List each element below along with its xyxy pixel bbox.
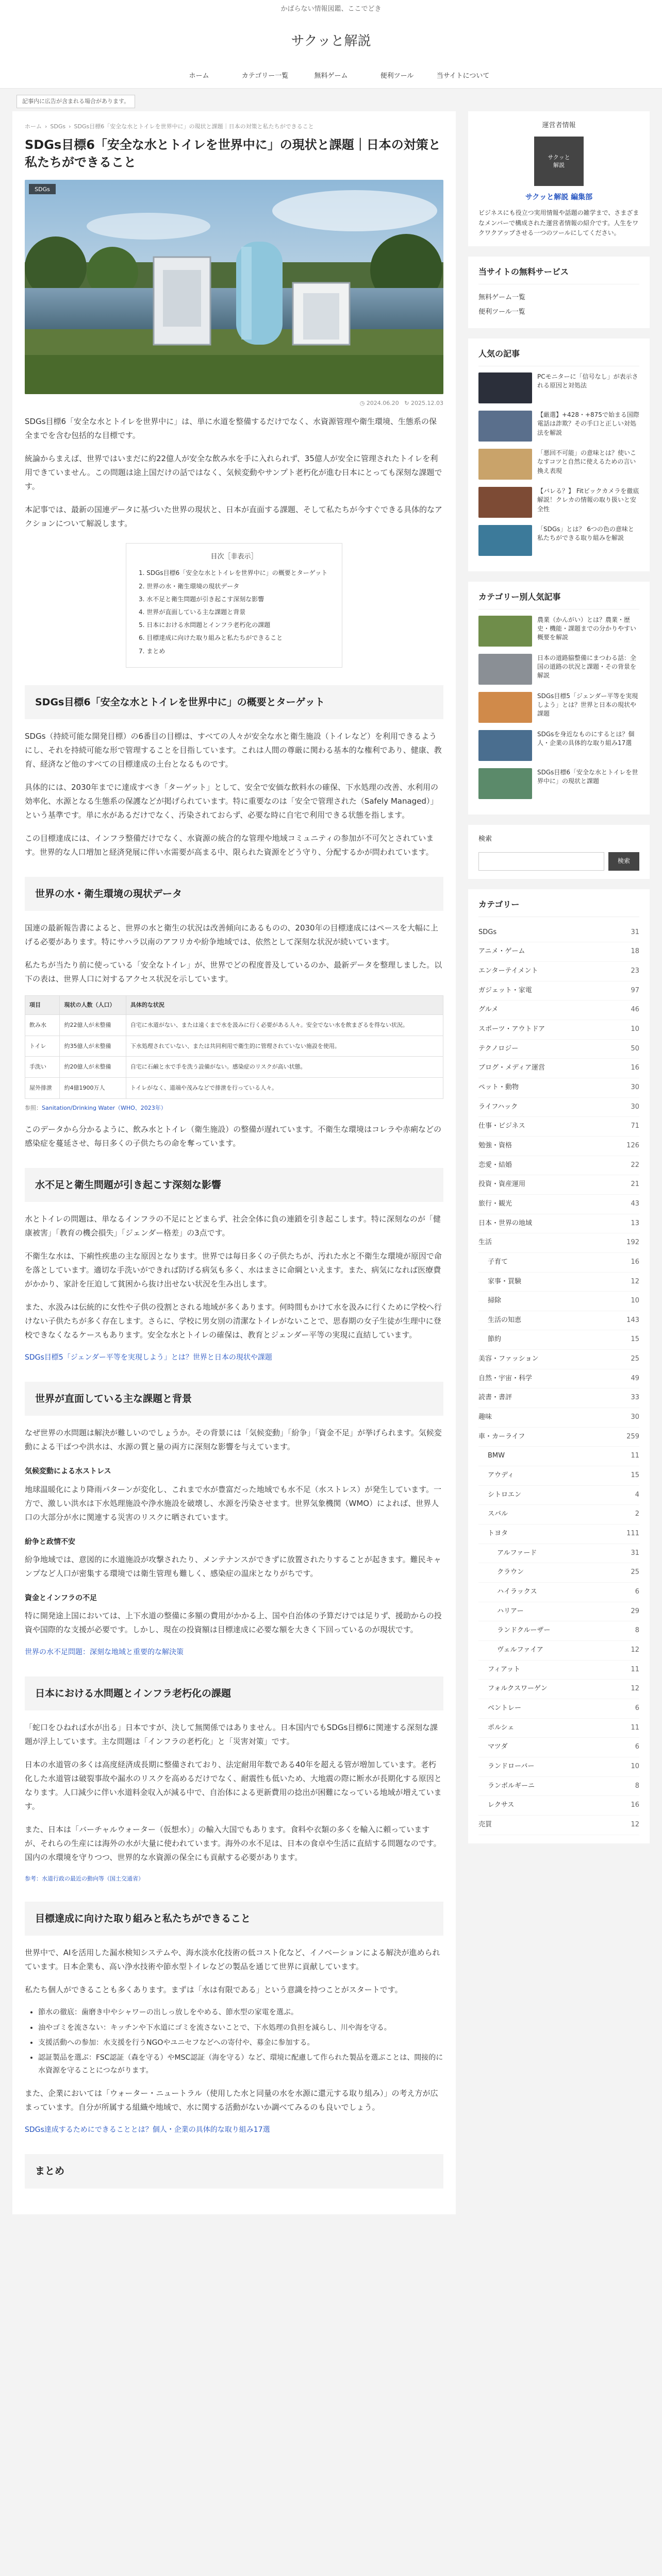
body-paragraph: 具体的には、2030年までに達成すべき「ターゲット」として、安全で安価な飲料水の確保、下水処理の改善、水利用の効率化、水源となる生態系の保護などが掲げられています。特に重要なのは「安全で管理された（Safely Managed）」という基準です。単に水があるだけでなく、汚染されておらず、必要な時に自宅で利用できる状態を指します。 bbox=[25, 782, 438, 820]
search-widget bbox=[468, 825, 650, 879]
nav-free-games[interactable]: 無料ゲーム bbox=[314, 72, 348, 80]
body-paragraph: また、水汲みは伝統的に女性や子供の役割とされる地域が多くあります。何時間もかけて水を汲みに行くために学校へ行けない子供たちが多く存在します。さらに、学校に男女別の清潔なトイレがないことで、思春期の女子生徒が生理中に登校できなくなるケースもあります。安全な水とトイレの確保は、教育とジェンダー平等の実現に直結しています。 bbox=[25, 1302, 442, 1340]
table-source bbox=[25, 1103, 443, 1113]
source-label: 参照： bbox=[25, 1105, 42, 1112]
category-count: 126 bbox=[626, 1141, 639, 1149]
category-name: スバル bbox=[488, 1510, 508, 1518]
table-cell: 屋外排泄 bbox=[25, 1078, 60, 1099]
free-services-widget bbox=[468, 257, 650, 328]
list-item: • 支援活動への参加：水支援を行うNGOやユニセフなどへの寄付や、募金に参加する。 bbox=[38, 2037, 443, 2049]
popular-title: 日本の道路脇整備にまつわる話：全国の道路の状況と課題・その背景を解説 bbox=[537, 654, 637, 680]
table-cell: 手洗い bbox=[25, 1057, 60, 1078]
thumbnail bbox=[478, 692, 532, 723]
category-count: 16 bbox=[631, 1064, 639, 1072]
category-count: 4 bbox=[635, 1490, 639, 1499]
breadcrumb-sdgs[interactable]: SDGs bbox=[50, 123, 66, 130]
category-name: 生活 bbox=[478, 1239, 492, 1247]
category-item[interactable] bbox=[478, 1777, 639, 1797]
category-name: エンターテイメント bbox=[478, 967, 538, 975]
category-count: 11 bbox=[631, 1665, 639, 1673]
categories-widget bbox=[468, 889, 650, 1843]
category-count: 15 bbox=[631, 1471, 639, 1480]
category-item[interactable] bbox=[478, 1369, 639, 1389]
popular-title: 「悪回不可能」の意味とは？使いこなすコツと自然に使えるための言い換え表現 bbox=[537, 449, 637, 474]
breadcrumb bbox=[25, 122, 443, 132]
category-count: 30 bbox=[631, 1103, 639, 1111]
intro-paragraph: 本記事では、最新の国連データに基づいた世界の現状と、日本が直面する課題、そして私たちが今すぐできる具体的なアクションについて解説します。 bbox=[25, 504, 443, 528]
toc-item[interactable]: 1. SDGs目標6「安全な水とトイレを世界中に」の概要とターゲット bbox=[139, 569, 328, 577]
body-paragraph: 特に開発途上国においては、上下水道の整備に多額の費用がかかる上、国や自治体の予算だけでは足りず、援助からの投資や国際的な支援が必要です。しかし、現在の投資額は目標達成に必要な額を大きく下回っているのが現状です。 bbox=[25, 1611, 442, 1634]
nav-home[interactable]: ホーム bbox=[189, 72, 209, 80]
body-paragraph: 私たちが当たり前に使っている「安全なトイレ」が、世界でどの程度普及しているのか、最新データを整理しました。以下の表は、世界人口に対するアクセス状況を示しています。 bbox=[25, 960, 442, 984]
category-name: シトロエン bbox=[488, 1490, 522, 1499]
breadcrumb-current: SDGs目標6「安全な水とトイレを世界中に」の現状と課題｜日本の対策と私たちができること bbox=[74, 123, 314, 130]
category-count: 12 bbox=[631, 1646, 639, 1654]
table-cell: 約20億人が未整備 bbox=[60, 1057, 126, 1078]
popular-item[interactable] bbox=[478, 372, 639, 403]
breadcrumb-sep: › bbox=[45, 123, 47, 130]
nav-tools[interactable]: 便利ツール bbox=[380, 72, 414, 80]
category-name: 自然・宇宙・科学 bbox=[478, 1374, 533, 1382]
category-item[interactable] bbox=[478, 1466, 639, 1486]
category-name: ライフハック bbox=[478, 1103, 518, 1111]
category-item[interactable] bbox=[478, 1156, 639, 1176]
category-item[interactable] bbox=[478, 1408, 639, 1428]
category-name: テクノロジー bbox=[478, 1044, 519, 1053]
category-name: 恋愛・結婚 bbox=[478, 1161, 512, 1169]
category-name: 勉強・資格 bbox=[478, 1141, 512, 1149]
section-heading: SDGs目標6「安全な水とトイレを世界中に」の概要とターゲット bbox=[25, 685, 443, 719]
category-name: スポーツ・アウトドア bbox=[478, 1025, 545, 1033]
widget-heading: カテゴリー bbox=[478, 897, 639, 917]
category-item[interactable] bbox=[478, 1253, 639, 1273]
category-item[interactable] bbox=[478, 1563, 639, 1583]
category-item[interactable] bbox=[478, 962, 639, 981]
category-item[interactable] bbox=[478, 1680, 639, 1699]
popular-title: SDGsを身近なものにするとは？個人・企業の具体的な取り組み17選 bbox=[537, 730, 635, 747]
profile-widget bbox=[468, 111, 650, 246]
article-dates bbox=[25, 398, 443, 409]
table-row bbox=[25, 1057, 443, 1078]
category-item[interactable] bbox=[478, 1233, 639, 1253]
category-count: 30 bbox=[631, 1413, 639, 1421]
popular-title: SDGs目標5「ジェンダー平等を実現しよう」とは？世界と日本の現状や課題 bbox=[537, 692, 638, 718]
category-name: クラウン bbox=[497, 1568, 524, 1577]
body-paragraph: 「蛇口をひねれば水が出る」日本ですが、決して無関係ではありません。日本国内でもSDGs目標6に関連する深刻な課題が浮上しています。主な問題は「インフラの老朽化」と「災害対策」です。 bbox=[25, 1723, 438, 1747]
category-count: 25 bbox=[631, 1355, 639, 1363]
popular-item[interactable] bbox=[478, 487, 639, 518]
category-item[interactable] bbox=[478, 1641, 639, 1660]
category-name: ハイラックス bbox=[497, 1588, 537, 1596]
table-cell: トイレ bbox=[25, 1036, 60, 1057]
category-item[interactable] bbox=[478, 1505, 639, 1524]
category-count: 46 bbox=[631, 1006, 639, 1014]
popular-widget bbox=[468, 338, 650, 571]
category-count: 31 bbox=[631, 928, 639, 936]
category-item[interactable] bbox=[478, 1350, 639, 1369]
category-count: 16 bbox=[631, 1258, 639, 1266]
category-count: 12 bbox=[631, 1685, 639, 1693]
popular-item[interactable] bbox=[478, 654, 639, 685]
category-name: ポルシェ bbox=[488, 1723, 515, 1732]
table-row bbox=[25, 1014, 443, 1036]
category-count: 49 bbox=[631, 1374, 639, 1382]
body-paragraph: 水とトイレの問題は、単なるインフラの不足にとどまらず、社会全体に負の連鎖を引き起こします。特に深刻なのが「健康被害」「教育の機会損失」「ジェンダー格差」の3点です。 bbox=[25, 1214, 441, 1238]
subsection-heading: 紛争と政情不安 bbox=[25, 1537, 75, 1546]
thumbnail bbox=[478, 768, 532, 799]
category-count: 21 bbox=[631, 1180, 639, 1189]
body-paragraph: また、企業においては「ウォーター・ニュートラル（使用した水と同量の水を水源に還元する取り組み）」の考え方が広まっています。自分が所属する組織や地域で、水に関する活動がないか調べてみるのも良いでしょう。 bbox=[25, 2089, 438, 2112]
profile-desc: ビジネスにも役立つ実用情報や話題の雑学まで、さまざまなメンバーで構成された運営者情報の紹介です。人生をワクワクアップさせる一つのツールにしてください。 bbox=[478, 209, 639, 236]
popular-item[interactable] bbox=[478, 411, 639, 442]
category-popular-widget bbox=[468, 582, 650, 815]
category-count: 43 bbox=[631, 1199, 639, 1208]
category-count: 12 bbox=[631, 1820, 639, 1828]
avatar-subtitle: 解説 bbox=[553, 162, 565, 169]
related-link[interactable]: SDGs目標5「ジェンダー平等を実現しよう」とは？世界と日本の現状や課題 bbox=[25, 1353, 272, 1362]
widget-heading: 人気の記事 bbox=[478, 347, 639, 366]
table-header: 具体的な状況 bbox=[126, 996, 443, 1015]
widget-heading: 当サイトの無料サービス bbox=[478, 265, 639, 284]
intro-paragraph: SDGs目標6「安全な水とトイレを世界中に」は、単に水道を整備するだけでなく、水資源管理や衛生環境、生態系の保全までを含む包括的な目標です。 bbox=[25, 416, 437, 440]
category-count: 11 bbox=[631, 1723, 639, 1732]
category-item[interactable] bbox=[478, 1098, 639, 1117]
category-count: 2 bbox=[635, 1510, 639, 1518]
published-date: 2024.06.20 bbox=[366, 400, 399, 407]
section-heading: 目標達成に向けた取り組みと私たちができること bbox=[25, 1902, 443, 1936]
body-paragraph: 日本の水道管の多くは高度経済成長期に整備されており、法定耐用年数である40年を超える管が増加しています。老朽化した水道管は破裂事故や漏水のリスクを高めるだけでなく、耐震性も低いため、大地震の際に断水が長期化する原因となります。人口減少に伴い水道料金収入が減る中で、自治体による更新費用の捻出が困難になっている地域が増えています。 bbox=[25, 1760, 442, 1811]
list-item: • 認証製品を選ぶ：FSC認証（森を守る）やMSC認証（海を守る）など、環境に配慮して作られた製品を選ぶことは、間接的に水資源を守ることにつながります。 bbox=[38, 2052, 443, 2077]
table-of-contents bbox=[126, 543, 342, 668]
category-item[interactable] bbox=[478, 1137, 639, 1156]
category-count: 11 bbox=[631, 1452, 639, 1460]
popular-title: SDGs目標6「安全な水とトイレを世界中に」の現状と課題 bbox=[537, 768, 638, 785]
body-paragraph: 国連の最新報告書によると、世界の水と衛生の状況は改善傾向にあるものの、2030年の目標達成にはペースを大幅に上げる必要があります。特にサハラ以南のアフリカや紛争地域では、依然として深刻な状況が続いています。 bbox=[25, 923, 438, 947]
table-cell: 下水処理されていない、または共同利用で衛生的に管理されていない施設を使用。 bbox=[126, 1036, 443, 1057]
category-name: BMW bbox=[488, 1452, 505, 1460]
category-item[interactable] bbox=[478, 1816, 639, 1835]
category-item[interactable] bbox=[478, 1544, 639, 1564]
category-item[interactable] bbox=[478, 1660, 639, 1680]
category-count: 23 bbox=[631, 967, 639, 975]
hero-badge: SDGs bbox=[35, 186, 50, 193]
category-item[interactable] bbox=[478, 1292, 639, 1311]
thumbnail bbox=[478, 449, 532, 480]
sidebar bbox=[468, 111, 650, 2214]
section-heading: 世界が直面している主な課題と背景 bbox=[25, 1382, 443, 1416]
category-count: 13 bbox=[631, 1219, 639, 1227]
category-name: 趣味 bbox=[478, 1413, 492, 1421]
category-name: 投資・資産運用 bbox=[478, 1180, 526, 1189]
category-name: ランボルギーニ bbox=[488, 1782, 535, 1790]
category-item[interactable] bbox=[478, 1524, 639, 1544]
category-name: ランドクルーザー bbox=[497, 1626, 551, 1635]
updated-date: 2025.12.03 bbox=[411, 400, 443, 407]
category-item[interactable] bbox=[478, 981, 639, 1001]
body-paragraph: 地球温暖化により降雨パターンが変化し、これまで水が豊富だった地域でも水不足（水ストレス）が発生しています。一方で、激しい洪水は下水処理施設や浄水施設を破壊し、水源を汚染させます。世界気象機関（WMO）によれば、世界人口の大部分が水に関連する災害のリスクに晒されています。 bbox=[25, 1484, 442, 1522]
popular-title: 【厳選】+428・+875で始まる国際電話は詐欺？その手口と正しい対処法を解説 bbox=[537, 411, 639, 436]
clock-icon: ◷ bbox=[359, 400, 367, 407]
popular-title: 農業（かんがい）とは？農業・歴史・機能・課題までの分かりやすい概要を解説 bbox=[537, 616, 637, 641]
popular-title: 【バレる？】 Fitビックカメラを徹底解説！クレカの情報の取り扱いと安全性 bbox=[537, 487, 639, 513]
refresh-icon: ↻ bbox=[404, 400, 411, 407]
search-input[interactable] bbox=[478, 852, 604, 871]
category-item[interactable] bbox=[478, 1330, 639, 1350]
body-paragraph: このデータから分かるように、飲み水とトイレ（衛生施設）の整備が遅れています。不衛生な環境はコレラや赤痢などの感染症を蔓延させ、毎日多くの子供たちの命を奪っています。 bbox=[25, 1124, 442, 1148]
table-cell: 約22億人が未整備 bbox=[60, 1014, 126, 1036]
toc-item[interactable]: 7. まとめ bbox=[139, 647, 166, 655]
table-cell: 約35億人が未整備 bbox=[60, 1036, 126, 1057]
category-name: マツダ bbox=[488, 1743, 508, 1751]
category-name: アウディ bbox=[488, 1471, 514, 1480]
site-tagline: かばらない情報図鑑、ここでどき bbox=[0, 0, 662, 19]
popular-item[interactable] bbox=[478, 692, 639, 723]
category-count: 15 bbox=[631, 1335, 639, 1344]
category-item[interactable] bbox=[478, 1757, 639, 1777]
popular-item[interactable] bbox=[478, 449, 639, 480]
category-name: アルファード bbox=[497, 1549, 537, 1557]
popular-item[interactable] bbox=[478, 768, 639, 799]
body-paragraph: 紛争地域では、意図的に水道施設が攻撃されたり、メンテナンスができずに放置されたりすることが起きます。難民キャンプなど人口が密集する環境では衛生管理も難しく、感染症の温床となりがちです。 bbox=[25, 1554, 441, 1578]
category-item[interactable] bbox=[478, 1388, 639, 1408]
data-table bbox=[25, 995, 443, 1099]
table-cell: トイレがなく、道端や茂みなどで排泄を行っている人々。 bbox=[126, 1078, 443, 1099]
nav-categories[interactable]: カテゴリー一覧 bbox=[241, 72, 289, 80]
category-item[interactable] bbox=[478, 1583, 639, 1602]
section-heading: まとめ bbox=[25, 2154, 443, 2188]
table-cell: 約4億1900万人 bbox=[60, 1078, 126, 1099]
toc-item[interactable]: 6. 目標達成に向けた取り組みと私たちができること bbox=[139, 634, 283, 642]
profile-name[interactable]: サクッと解説 編集部 bbox=[525, 193, 593, 202]
category-item[interactable] bbox=[478, 1040, 639, 1059]
category-item[interactable] bbox=[478, 1059, 639, 1078]
category-item[interactable] bbox=[478, 1273, 639, 1292]
thumbnail bbox=[478, 411, 532, 442]
category-name: 節約 bbox=[488, 1335, 502, 1344]
category-item[interactable] bbox=[478, 1078, 639, 1098]
thumbnail bbox=[478, 730, 532, 761]
global-nav bbox=[0, 64, 662, 89]
profile-header: 運営者情報 bbox=[542, 121, 576, 129]
toc-item[interactable]: 3. 水不足と衛生問題が引き起こす深刻な影響 bbox=[139, 595, 264, 603]
related-link[interactable]: SDGs達成するためにできることとは？個人・企業の具体的な取り組み17選 bbox=[25, 2126, 270, 2134]
body-paragraph: 私たち個人ができることも多くあります。まずは「水は有限である」という意識を持つことがスタートです。 bbox=[25, 1985, 403, 1995]
category-name: 日本・世界の地域 bbox=[478, 1219, 533, 1227]
category-name: ベントレー bbox=[488, 1704, 522, 1712]
source-link[interactable]: Sanitation/Drinking Water（WHO、2023年） bbox=[42, 1105, 167, 1112]
list-item: • 節水の徹底：歯磨き中やシャワーの出しっ放しをやめる、節水型の家電を選ぶ。 bbox=[38, 2006, 443, 2019]
article-title: SDGs目標6「安全な水とトイレを世界中に」の現状と課題｜日本の対策と私たちができること bbox=[25, 137, 441, 170]
popular-item[interactable] bbox=[478, 525, 639, 556]
popular-item[interactable] bbox=[478, 730, 639, 761]
table-cell: 飲み水 bbox=[25, 1014, 60, 1036]
subsection-heading: 気候変動による水ストレス bbox=[25, 1467, 111, 1476]
table-header: 項目 bbox=[25, 996, 60, 1015]
popular-title: PCモニターに「信号なし」が表示される原因と対処法 bbox=[537, 372, 638, 389]
category-name: 旅行・観光 bbox=[478, 1199, 512, 1208]
category-item[interactable] bbox=[478, 1796, 639, 1816]
category-name: フォルクスワーゲン bbox=[488, 1685, 548, 1693]
search-button[interactable]: 検索 bbox=[608, 852, 639, 871]
category-item[interactable] bbox=[478, 1699, 639, 1719]
related-link[interactable]: 世界の水不足問題：深刻な地域と重要的な解決策 bbox=[25, 1648, 184, 1656]
category-item[interactable] bbox=[478, 1214, 639, 1234]
table-cell: 自宅に水道がない、または遠くまで水を汲みに行く必要がある人々。安全でない水を飲まざるを得ない状況。 bbox=[126, 1014, 443, 1036]
category-item[interactable] bbox=[478, 1602, 639, 1622]
category-name: ガジェット・家電 bbox=[478, 986, 532, 994]
category-item[interactable] bbox=[478, 1719, 639, 1738]
category-count: 6 bbox=[635, 1588, 639, 1596]
hero-image bbox=[25, 180, 443, 394]
category-name: レクサス bbox=[488, 1801, 515, 1809]
category-count: 259 bbox=[626, 1432, 639, 1440]
table-row bbox=[25, 1036, 443, 1057]
thumbnail bbox=[478, 487, 532, 518]
category-count: 8 bbox=[635, 1782, 639, 1790]
body-paragraph: この目標達成には、インフラ整備だけでなく、水資源の統合的な管理や地域コミュニティの参加が不可欠とされています。世界的な人口増加と経済発展に伴い水需要が高まる中、限られた資源をどう守り、分配するかが問われています。 bbox=[25, 833, 434, 857]
thumbnail bbox=[478, 654, 532, 685]
category-count: 33 bbox=[631, 1394, 639, 1402]
category-name: グルメ bbox=[478, 1006, 499, 1014]
category-item[interactable] bbox=[478, 1311, 639, 1331]
category-count: 18 bbox=[631, 947, 639, 956]
category-name: ペット・動物 bbox=[478, 1083, 519, 1091]
category-count: 25 bbox=[631, 1568, 639, 1577]
category-name: ヴェルファイア bbox=[497, 1646, 543, 1654]
breadcrumb-home[interactable]: ホーム bbox=[25, 123, 42, 130]
category-name: 子育て bbox=[488, 1258, 508, 1266]
category-name: アニメ・ゲーム bbox=[478, 947, 525, 956]
toc-title[interactable]: 目次［非表示］ bbox=[210, 552, 258, 561]
thumbnail bbox=[478, 525, 532, 556]
popular-title: 「SDGs」とは？ 6つの色の意味と私たちができる取り組みを解説 bbox=[537, 525, 634, 542]
category-item[interactable] bbox=[478, 942, 639, 962]
body-paragraph: SDGs（持続可能な開発目標）の6番目の目標は、すべての人々が安全な水と衛生施設（トイレなど）を利用できるようにし、それを持続可能な形で管理することを目指しています。これは人間の尊厳に関わる基本的な権利であり、健康、教育、経済など他のすべての目標達成の土台となるものです。 bbox=[25, 731, 442, 769]
section-heading: 水不足と衛生問題が引き起こす深刻な影響 bbox=[25, 1168, 443, 1202]
category-name: ハリアー bbox=[497, 1607, 524, 1615]
category-name: フィアット bbox=[488, 1665, 521, 1673]
category-name: 仕事・ビジネス bbox=[478, 1122, 525, 1130]
category-name: SDGs bbox=[478, 928, 497, 936]
category-item[interactable] bbox=[478, 1738, 639, 1757]
ad-notice: 記事内に広告が含まれる場合があります。 bbox=[16, 95, 135, 108]
category-item[interactable] bbox=[478, 1195, 639, 1214]
category-count: 10 bbox=[631, 1025, 639, 1033]
toc-item[interactable]: 4. 世界が直面している主な課題と背景 bbox=[139, 608, 246, 616]
category-count: 71 bbox=[631, 1122, 639, 1130]
category-count: 31 bbox=[631, 1549, 639, 1557]
category-count: 6 bbox=[635, 1704, 639, 1712]
category-item[interactable] bbox=[478, 1621, 639, 1641]
category-name: ランドローバー bbox=[488, 1762, 535, 1770]
category-count: 50 bbox=[631, 1044, 639, 1053]
widget-heading: カテゴリー別人気記事 bbox=[478, 590, 639, 609]
sidebar-link[interactable]: 便利ツール一覧 bbox=[478, 308, 525, 316]
category-count: 97 bbox=[631, 986, 639, 994]
subsection-heading: 資金とインフラの不足 bbox=[25, 1594, 97, 1602]
toc-item[interactable]: 5. 日本における水問題とインフラ老朽化の課題 bbox=[139, 621, 271, 629]
source-link[interactable]: 参考：水道行政の最近の動向等（国土交通省） bbox=[25, 1875, 144, 1883]
category-count: 29 bbox=[631, 1607, 639, 1615]
category-name: トヨタ bbox=[488, 1530, 508, 1538]
category-count: 8 bbox=[635, 1626, 639, 1635]
article-main bbox=[12, 111, 456, 2214]
toc-item[interactable]: 2. 世界の水・衛生環境の現状データ bbox=[139, 582, 240, 590]
category-name: ブログ・メディア運営 bbox=[478, 1064, 545, 1072]
category-count: 12 bbox=[631, 1277, 639, 1285]
category-name: 生活の知恵 bbox=[488, 1316, 522, 1324]
category-count: 22 bbox=[631, 1161, 639, 1169]
category-count: 111 bbox=[626, 1530, 639, 1538]
search-label: 検索 bbox=[478, 835, 492, 843]
avatar-title: サクッと bbox=[548, 154, 570, 161]
category-count: 30 bbox=[631, 1083, 639, 1091]
category-count: 10 bbox=[631, 1297, 639, 1305]
category-name: 家事・買験 bbox=[488, 1277, 522, 1285]
category-item[interactable] bbox=[478, 1447, 639, 1466]
body-paragraph: また、日本は「バーチャルウォーター（仮想水）」の輸入大国でもあります。食料や衣類の多くを輸入に頼っていますが、それらの生産には海外の水が大量に使われています。海外の水不足は、日本の食卓や生活に直結する問題なのです。国内の水環境を守りつつ、世界的な水資源の保全にも貢献する必要があります。 bbox=[25, 1825, 441, 1862]
category-count: 6 bbox=[635, 1743, 639, 1751]
category-item[interactable] bbox=[478, 1175, 639, 1195]
body-paragraph: 不衛生な水は、下痢性疾患の主な原因となります。世界では毎日多くの子供たちが、汚れた水と不衛生な環境が原因で命を落としています。適切な手洗いができれば防げる病気も多く、水はまさに命綱といえます。また、病気になれば医療費がかかり、家計を圧迫して貧困から抜け出せない状況を生み出します。 bbox=[25, 1251, 442, 1289]
body-paragraph: なぜ世界の水問題は解決が難しいのでしょうか。その背景には「気候変動」「紛争」「資金不足」が挙げられます。気候変動による干ばつや洪水は、水源の質と量の両方に深刻な影響を与えています。 bbox=[25, 1428, 442, 1452]
category-name: 掃除 bbox=[488, 1297, 502, 1305]
category-item[interactable] bbox=[478, 1001, 639, 1020]
category-name: 読書・書評 bbox=[478, 1394, 512, 1402]
breadcrumb-sep: › bbox=[69, 123, 71, 130]
thumbnail bbox=[478, 372, 532, 403]
table-header: 現状の人数（人口） bbox=[60, 996, 126, 1015]
category-count: 10 bbox=[631, 1762, 639, 1770]
table-cell: 自宅に石鹸と水で手を洗う設備がない。感染症のリスクが高い状態。 bbox=[126, 1057, 443, 1078]
sidebar-link[interactable]: 無料ゲーム一覧 bbox=[478, 293, 526, 301]
section-heading: 日本における水問題とインフラ老朽化の課題 bbox=[25, 1676, 443, 1710]
category-item[interactable] bbox=[478, 1486, 639, 1505]
section-heading: 世界の水・衛生環境の現状データ bbox=[25, 877, 443, 911]
category-name: 車・カーライフ bbox=[478, 1432, 525, 1440]
body-paragraph: 世界中で、AIを活用した漏水検知システムや、海水淡水化技術の低コスト化など、イノベーションによる解決が進められています。日本企業も、高い浄水技術や節水型トイレなどの製品を通じて世界に貢献しています。 bbox=[25, 1948, 440, 1972]
category-count: 143 bbox=[626, 1316, 639, 1324]
action-list bbox=[38, 2006, 443, 2077]
thumbnail bbox=[478, 616, 532, 647]
category-item[interactable] bbox=[478, 1428, 639, 1447]
intro-paragraph: 統論からまえば、世界ではいまだに約22億人が安全な飲み水を手に入れられず、35億人が安全に管理されたトイレを利用できていません。この問題は途上国だけの話ではなく、気候変動やサンプト老朽化が進む日本にとっても深刻な課題です。 bbox=[25, 453, 442, 491]
avatar bbox=[534, 137, 584, 186]
table-row bbox=[25, 1078, 443, 1099]
category-count: 192 bbox=[626, 1239, 639, 1247]
category-name: 売買 bbox=[478, 1820, 492, 1828]
category-count: 16 bbox=[631, 1801, 639, 1809]
popular-item[interactable] bbox=[478, 616, 639, 647]
nav-about[interactable]: 当サイトについて bbox=[436, 72, 490, 80]
category-item[interactable] bbox=[478, 923, 639, 943]
site-title[interactable]: サクッと解説 bbox=[0, 19, 662, 64]
list-item: • 油やゴミを流さない：キッチンや下水道にゴミを流さないことで、下水処理の負担を減らし、川や海を守る。 bbox=[38, 2022, 443, 2035]
category-item[interactable] bbox=[478, 1117, 639, 1137]
category-item[interactable] bbox=[478, 1020, 639, 1040]
category-name: 美容・ファッション bbox=[478, 1355, 539, 1363]
